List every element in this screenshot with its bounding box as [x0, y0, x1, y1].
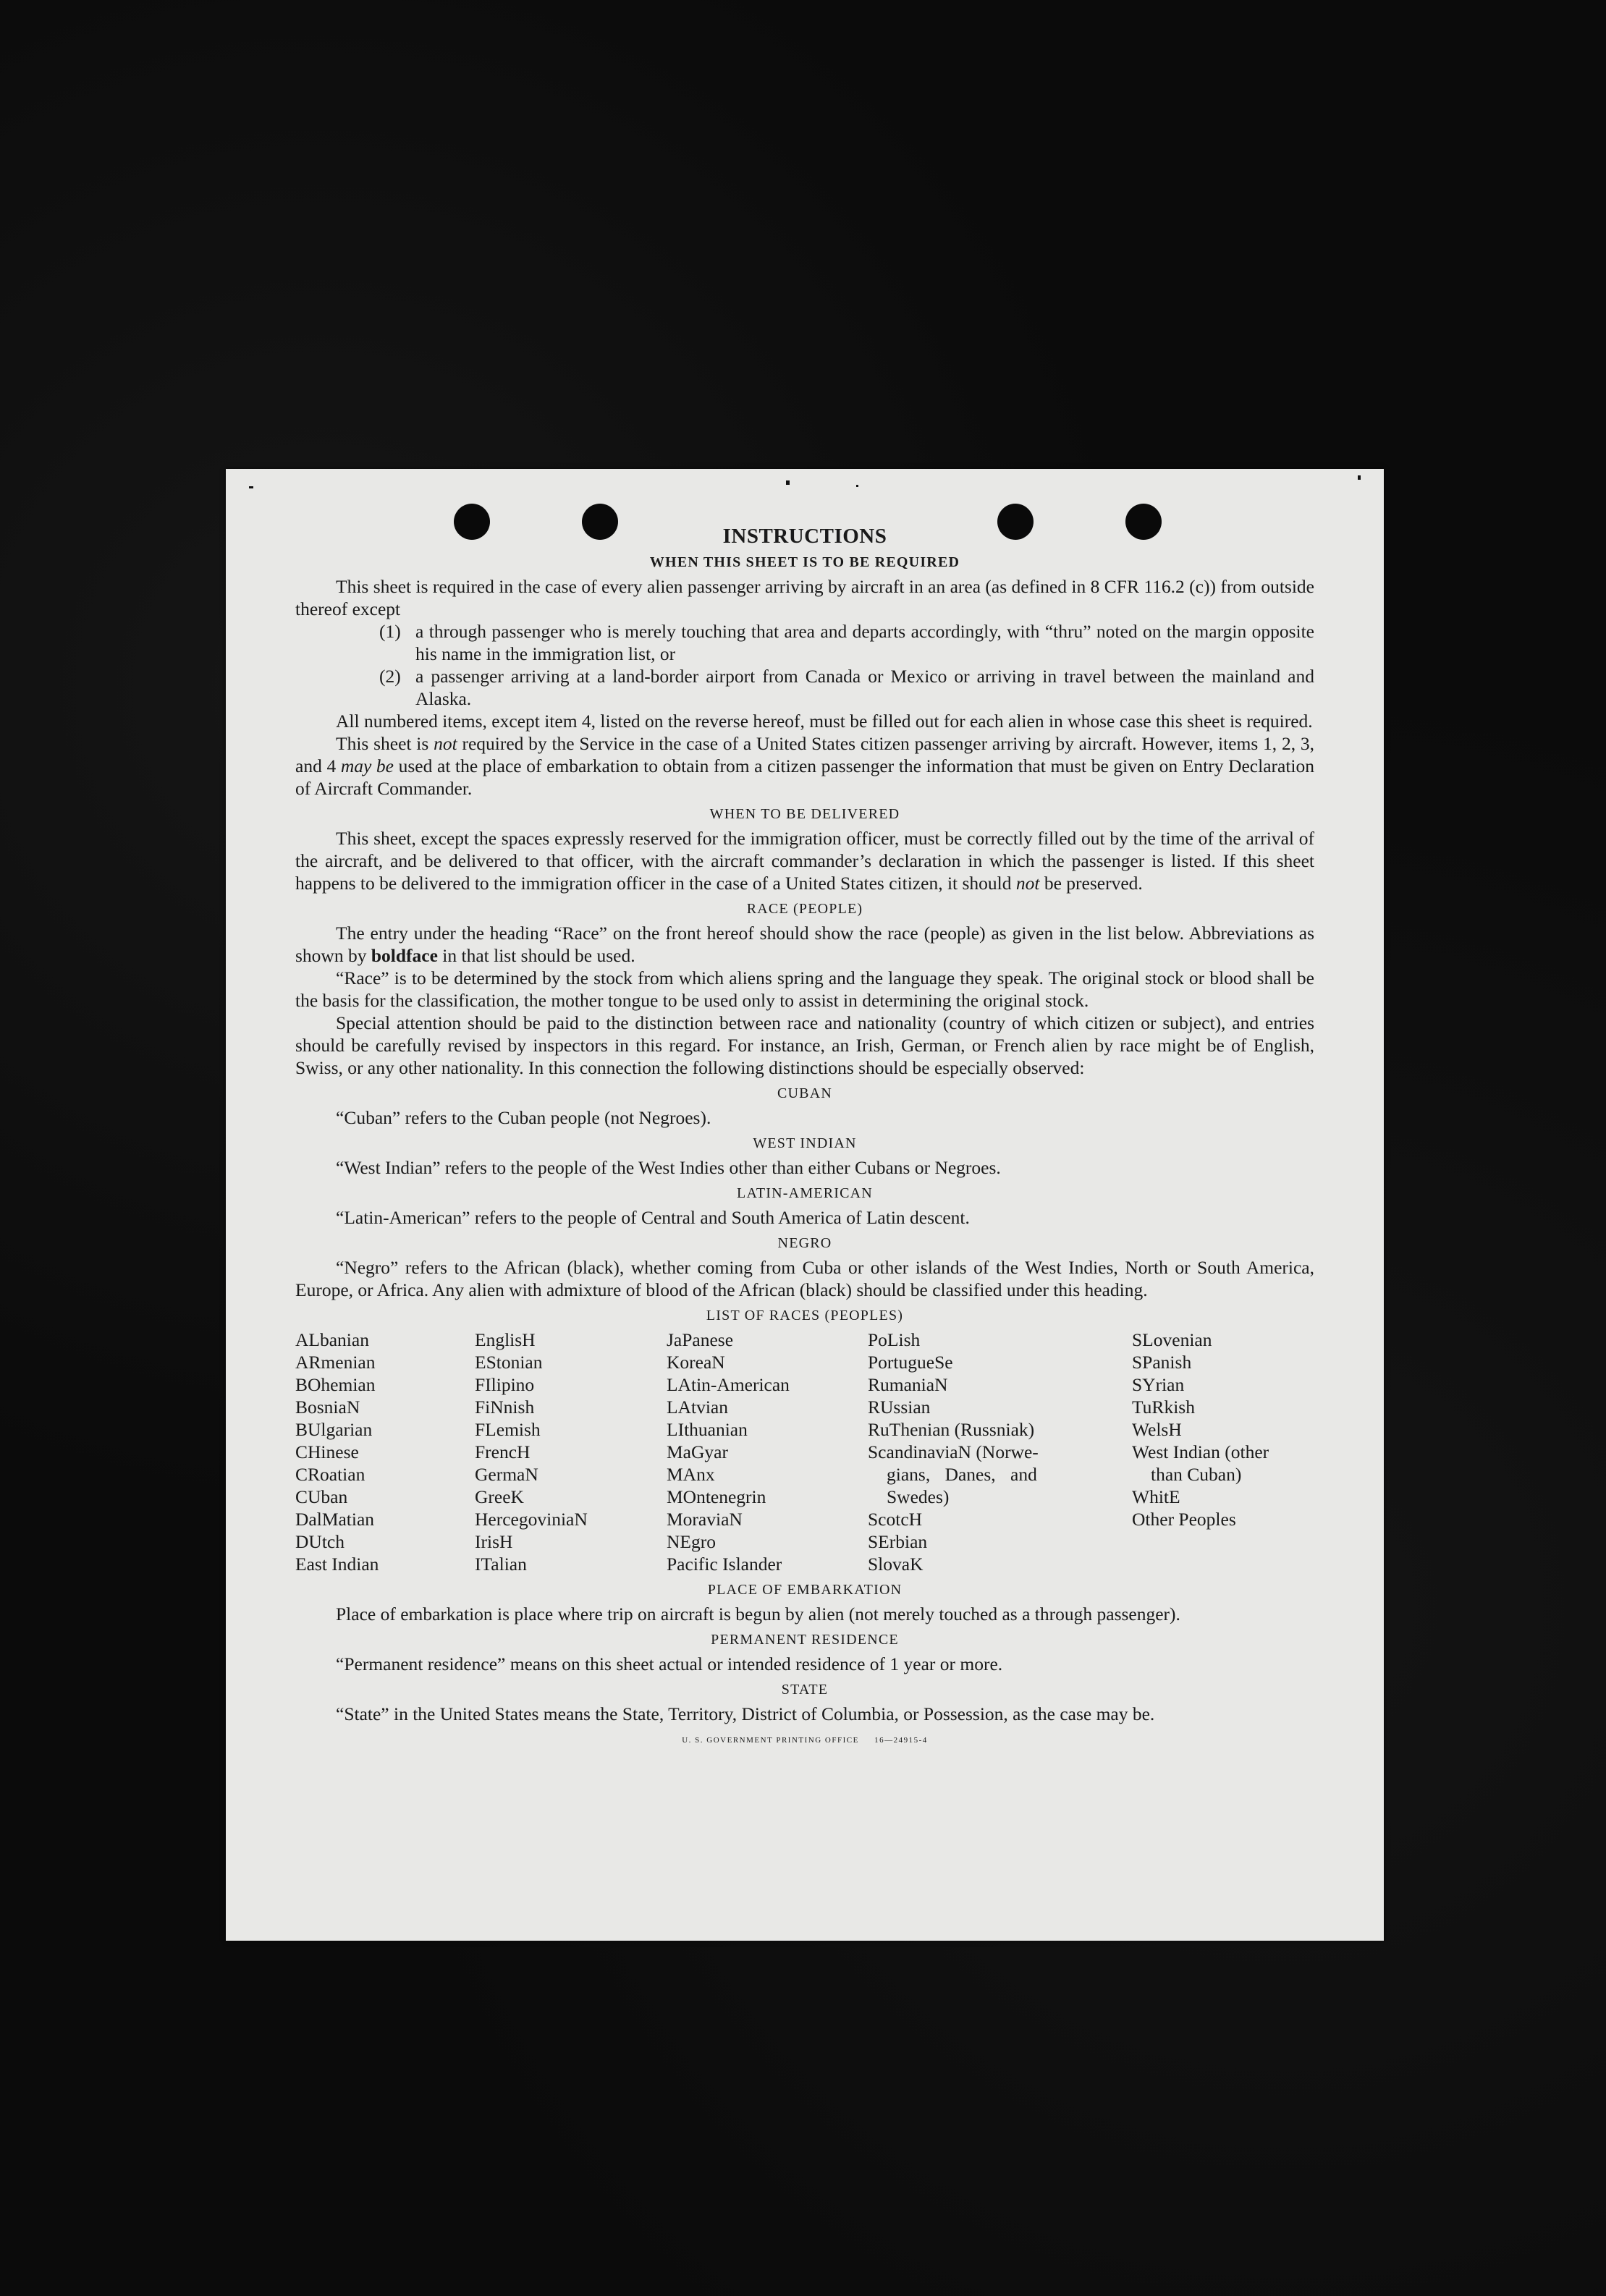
paragraph: Special attention should be paid to the distinction between race and nationality (country of which citizen or subject), and entries should be carefully revised by inspectors in this regard. For instance, an Irish, German, or French alien by race might be of English, Swiss, or any other nationality. In this connection the following distinctions should be especially observed:	[295, 1012, 1314, 1078]
paragraph	[295, 732, 1314, 800]
paragraph: “Negro” refers to the African (black), whether coming from Cuba or other islands of the West Indies, North or South America, Europe, or Africa. Any alien with admixture of blood of the African (black) should be classified under this heading.	[295, 1257, 1314, 1300]
item-number: (2)	[379, 666, 401, 687]
race-item: CHinese	[295, 1441, 359, 1462]
list-item	[295, 665, 1314, 710]
races-column-5	[1132, 1329, 1314, 1575]
race-item: SYrian	[1132, 1374, 1185, 1395]
race-item: DalMatian	[295, 1509, 375, 1530]
paragraph: “State” in the United States means the State, Territory, District of Columbia, or Possession, as the case may be.	[336, 1703, 1155, 1724]
race-item: PoLish	[868, 1329, 921, 1350]
race-item: EnglisH	[475, 1329, 536, 1350]
item-text: a through passenger who is merely touching that area and departs accordingly, with “thru” noted on the margin opposite his name in the immigration list, or	[415, 621, 1314, 664]
text-run: in that list should be used.	[437, 945, 635, 966]
race-item-continuation: than Cuban)	[1151, 1464, 1242, 1485]
race-item: SErbian	[868, 1531, 928, 1552]
paragraph: “Permanent residence” means on this sheet actual or intended residence of 1 year or more.	[336, 1653, 1003, 1674]
section-heading: WHEN TO BE DELIVERED	[709, 806, 900, 822]
section-heading: STATE	[781, 1682, 829, 1698]
race-item: GermaN	[475, 1464, 538, 1485]
race-item: ScandinaviaN (Norwe-	[868, 1441, 1039, 1462]
scan-speck	[786, 480, 790, 485]
document-content	[295, 525, 1314, 1752]
race-item: SlovaK	[868, 1554, 924, 1575]
race-item: IrisH	[475, 1531, 513, 1552]
race-item-continuation: Swedes)	[887, 1486, 950, 1507]
race-item: BOhemian	[295, 1374, 376, 1395]
race-item: RUssian	[868, 1397, 931, 1418]
section-heading: LIST OF RACES (PEOPLES)	[706, 1308, 904, 1323]
race-item: PortugueSe	[868, 1352, 953, 1373]
race-item: EStonian	[475, 1352, 543, 1373]
race-item-continuation: gians, Danes, and	[887, 1464, 1037, 1485]
race-item: LAtin-American	[667, 1374, 790, 1395]
scan-speck	[249, 486, 253, 488]
item-text: a passenger arriving at a land-border airport from Canada or Mexico or arriving in travel between the mainland and Alaska.	[415, 666, 1314, 709]
printer-imprint: U. S. GOVERNMENT PRINTING OFFICE 16—24915-4	[682, 1736, 928, 1745]
race-item: MaGyar	[667, 1441, 728, 1462]
race-item: BUlgarian	[295, 1419, 373, 1440]
text-run: used at the place of embarkation to obtain from a citizen passenger the information that must be given on Entry Declaration of Aircraft Commander.	[295, 755, 1315, 799]
race-item: KoreaN	[667, 1352, 725, 1373]
document-title: INSTRUCTIONS	[722, 525, 887, 548]
paragraph: “West Indian” refers to the people of the West Indies other than either Cubans or Negroes.	[336, 1157, 1001, 1178]
race-item: FIlipino	[475, 1374, 535, 1395]
race-item: West Indian (other	[1132, 1441, 1269, 1462]
race-item: FLemish	[475, 1419, 541, 1440]
race-item: FiNnish	[475, 1397, 535, 1418]
race-item: Pacific Islander	[667, 1554, 782, 1575]
race-item: MAnx	[667, 1464, 715, 1485]
race-item: FrencH	[475, 1441, 531, 1462]
race-item: ScotcH	[868, 1509, 923, 1530]
paragraph	[295, 922, 1314, 967]
race-item: WelsH	[1132, 1419, 1182, 1440]
race-item: CUban	[295, 1486, 348, 1507]
paragraph: “Race” is to be determined by the stock from which aliens spring and the language they speak. The original stock or blood shall be the basis for the classification, the mother tongue to be used only to assist in determining the original stock.	[295, 967, 1314, 1011]
race-item: Other Peoples	[1132, 1509, 1236, 1530]
paragraph: “Cuban” refers to the Cuban people (not Negroes).	[336, 1107, 711, 1128]
race-item: TuRkish	[1132, 1397, 1195, 1418]
race-item: ALbanian	[295, 1329, 369, 1350]
section-heading: WEST INDIAN	[753, 1135, 857, 1151]
race-item: MoraviaN	[667, 1509, 743, 1530]
section-heading: CUBAN	[777, 1085, 832, 1101]
section-heading: PERMANENT RESIDENCE	[711, 1632, 899, 1648]
race-item: WhitE	[1132, 1486, 1180, 1507]
document-sheet	[226, 469, 1384, 1941]
race-item: MOntenegrin	[667, 1486, 766, 1507]
races-column-1	[295, 1329, 475, 1575]
text-run: This sheet is	[336, 733, 434, 754]
race-item: LIthuanian	[667, 1419, 748, 1440]
emphasis: not	[1015, 873, 1040, 894]
race-item: LAtvian	[667, 1397, 728, 1418]
section-heading: LATIN-AMERICAN	[737, 1185, 873, 1201]
scan-speck	[856, 485, 858, 487]
text-run: required by the Service in the case of a United States citizen passenger arriving by aircraft. However, items 1, 2, 3, and 4	[295, 733, 1314, 776]
emphasis: may be	[340, 755, 394, 776]
paragraph: All numbered items, except item 4, listed on the reverse hereof, must be filled out for each alien in whose case this sheet is required.	[336, 711, 1313, 732]
race-item: SPanish	[1132, 1352, 1192, 1373]
text-run: be preserved.	[1039, 873, 1143, 894]
race-item: SLovenian	[1132, 1329, 1212, 1350]
text-run: The entry under the heading “Race” on the front hereof should show the race (people) as given in the list below. Abbreviations as shown by	[295, 923, 1314, 966]
paragraph: Place of embarkation is place where trip on aircraft is begun by alien (not merely touched as a through passenger).	[336, 1604, 1180, 1624]
race-item: ARmenian	[295, 1352, 376, 1373]
race-item: JaPanese	[667, 1329, 734, 1350]
emphasis: not	[434, 733, 457, 754]
race-item: NEgro	[667, 1531, 716, 1552]
races-column-2	[475, 1329, 667, 1575]
bold-text: boldface	[371, 945, 438, 966]
paragraph: “Latin-American” refers to the people of Central and South America of Latin descent.	[336, 1207, 970, 1228]
race-item: RumaniaN	[868, 1374, 948, 1395]
section-heading: WHEN THIS SHEET IS TO BE REQUIRED	[649, 554, 960, 570]
race-item: GreeK	[475, 1486, 524, 1507]
paragraph: This sheet is required in the case of every alien passenger arriving by aircraft in an area (as defined in 8 CFR 116.2 (c)) from outside thereof except	[295, 576, 1314, 619]
list-item	[295, 620, 1314, 665]
race-item: HercegoviniaN	[475, 1509, 588, 1530]
section-heading: RACE (PEOPLE)	[746, 901, 863, 917]
race-item: East Indian	[295, 1554, 379, 1575]
race-item: DUtch	[295, 1531, 345, 1552]
races-column-4	[868, 1329, 1132, 1575]
item-number: (1)	[379, 621, 401, 642]
race-item: BosniaN	[295, 1397, 360, 1418]
text-run: This sheet, except the spaces expressly reserved for the immigration officer, must be correctly filled out by the time of the arrival of the aircraft, and be delivered to that officer, with the aircraft commander’s declaration in which the passenger is listed. If this sheet happens to be delivered to the immigration officer in the case of a United States citizen, it should	[295, 828, 1314, 894]
races-column-3	[667, 1329, 868, 1575]
paragraph	[295, 827, 1314, 894]
section-heading: PLACE OF EMBARKATION	[707, 1582, 903, 1598]
races-list	[295, 1329, 1314, 1575]
race-item: CRoatian	[295, 1464, 365, 1485]
scan-speck	[1358, 475, 1361, 480]
section-heading: NEGRO	[777, 1235, 832, 1251]
race-item: RuThenian (Russniak)	[868, 1419, 1035, 1440]
race-item: ITalian	[475, 1554, 527, 1575]
